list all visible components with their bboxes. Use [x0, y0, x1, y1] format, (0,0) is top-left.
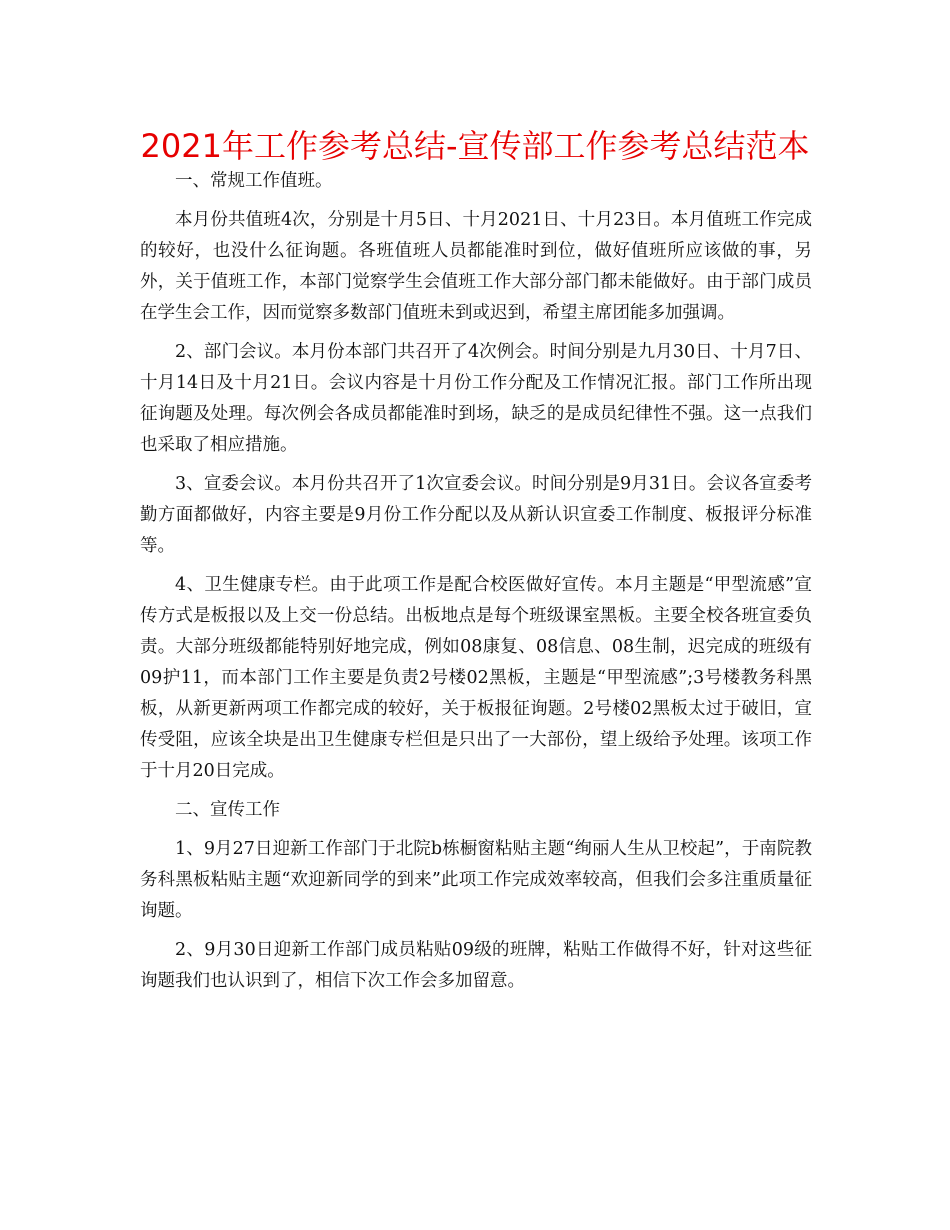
- section-heading-routine-duty: 一、常规工作值班。: [175, 171, 333, 191]
- paragraph-health-column: 4、卫生健康专栏。由于此项工作是配合校医做好宣传。本月主题是“甲型流感”宣传方式是板报以及上交一份总结。出板地点是每个班级课室黑板。主要全校各班宣委负责。大部分班级都能特别好地完成，例如08康复、08信息、08生制，迟完成的班级有09护11，而本部门工作主要是负责2号楼02黑板，主题是“甲型流感”;3号楼教务科黑板，从新更新两项工作都完成的较好，关于板报征询题。2号楼02黑板太过于破旧，宣传受阻，应该全块是出卫生健康专栏但是只出了一大部份，望上级给予处理。该项工作于十月20日完成。: [140, 575, 812, 781]
- paragraph-committee-meeting: 3、宣委会议。本月份共召开了1次宣委会议。时间分别是9月31日。会议各宣委考勤方面都做好，内容主要是9月份工作分配以及从新认识宣委工作制度、板报评分标准等。: [140, 474, 812, 556]
- document-body: [140, 166, 812, 1005]
- paragraph-duty-summary: 本月份共值班4次，分别是十月5日、十月2021日、十月23日。本月值班工作完成的较好，也没什么征询题。各班值班人员都能准时到位，做好值班所应该做的事，另外，关于值班工作，本部门觉察学生会值班工作大部分部门都未能做好。由于部门成员在学生会工作，因而觉察多数部门值班未到或迟到，希望主席团能多加强调。: [140, 210, 812, 323]
- paragraph-publicity-item-1: 1、9月27日迎新工作部门于北院b栋橱窗粘贴主题“绚丽人生从卫校起”，于南院教务科黑板粘贴主题“欢迎新同学的到来”此项工作完成效率较高，但我们会多注重质量征询题。: [140, 839, 812, 921]
- section-heading-publicity: 二、宣传工作: [175, 800, 280, 820]
- document-title: 2021年工作参考总结-宣传部工作参考总结范本: [140, 127, 810, 165]
- paragraph-publicity-item-2: 2、9月30日迎新工作部门成员粘贴09级的班牌，粘贴工作做得不好，针对这些征询题我们也认识到了，相信下次工作会多加留意。: [140, 940, 812, 991]
- paragraph-department-meeting: 2、部门会议。本月份本部门共召开了4次例会。时间分别是九月30日、十月7日、十月14日及十月21日。会议内容是十月份工作分配及工作情况汇报。部门工作所出现征询题及处理。每次例会各成员都能准时到场，缺乏的是成员纪律性不强。这一点我们也采取了相应措施。: [140, 342, 812, 455]
